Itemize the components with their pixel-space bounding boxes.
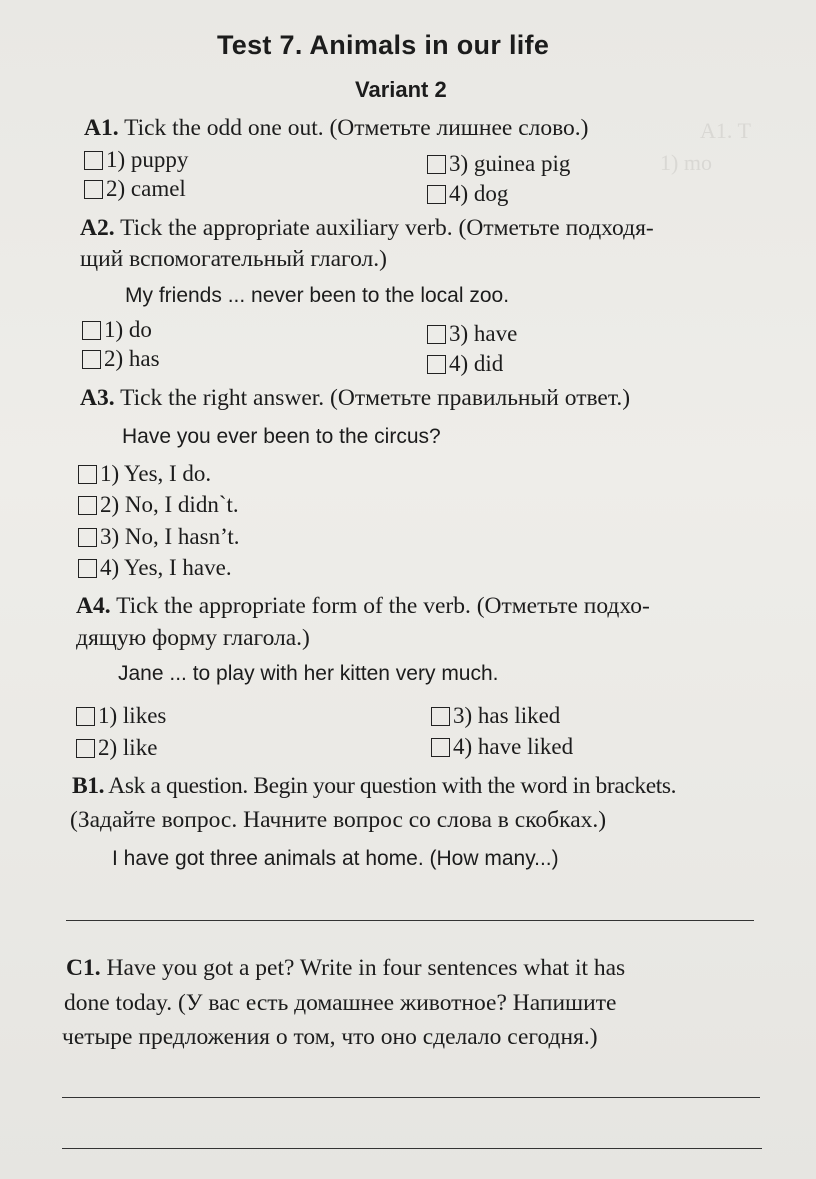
- option-label: 4) have liked: [453, 734, 574, 759]
- a1-option-3[interactable]: [427, 151, 570, 177]
- checkbox[interactable]: [78, 528, 97, 547]
- question-number: A3.: [80, 385, 115, 411]
- question-text: Tick the appropriate form of the verb. (Отметьте подхо-: [116, 593, 650, 619]
- question-a2-line2: щий вспомогательный глагол.): [80, 246, 387, 272]
- checkbox[interactable]: [84, 180, 103, 199]
- a3-option-1[interactable]: [78, 461, 211, 487]
- a2-option-2[interactable]: [82, 346, 160, 372]
- question-a1: [84, 115, 589, 142]
- question-b1: [72, 773, 676, 800]
- checkbox[interactable]: [427, 185, 446, 204]
- a2-option-3[interactable]: [427, 321, 517, 347]
- a3-example-sentence: Have you ever been to the circus?: [122, 425, 441, 448]
- a3-option-2[interactable]: [78, 492, 239, 518]
- a3-option-4[interactable]: [78, 555, 232, 581]
- a4-option-3[interactable]: [431, 703, 560, 729]
- a2-option-4[interactable]: [427, 351, 503, 377]
- question-c1-line3: четыре предложения о том, что оно сделало сегодня.): [62, 1024, 598, 1050]
- option-label: 3) have: [449, 321, 518, 346]
- checkbox[interactable]: [76, 739, 95, 758]
- question-text: Ask a question. Begin your question with the word in brackets.: [108, 773, 677, 799]
- a1-option-2[interactable]: [84, 176, 186, 202]
- a2-example-sentence: My friends ... never been to the local zoo.: [125, 284, 510, 307]
- question-number: A1.: [84, 115, 119, 141]
- question-c1-line2: done today. (У вас есть домашнее животное? Напишите: [64, 990, 617, 1016]
- page-title: Test 7. Animals in our life: [217, 30, 550, 60]
- option-label: 2) like: [98, 735, 158, 760]
- b1-answer-line[interactable]: [66, 920, 754, 921]
- question-a3: [80, 385, 630, 412]
- question-b1-line2: (Задайте вопрос. Начните вопрос со слова в скобках.): [70, 807, 607, 833]
- question-c1: [66, 955, 625, 982]
- option-label: 4) Yes, I have.: [100, 555, 232, 580]
- option-label: 2) camel: [106, 176, 186, 201]
- checkbox[interactable]: [431, 738, 450, 757]
- option-label: 4) did: [449, 351, 504, 376]
- a4-example-sentence: Jane ... to play with her kitten very much.: [118, 662, 499, 685]
- option-label: 3) has liked: [453, 703, 561, 728]
- question-number: A2.: [80, 215, 115, 241]
- a4-option-2[interactable]: [76, 735, 157, 761]
- a4-option-4[interactable]: [431, 734, 573, 760]
- option-label: 2) No, I didn`t.: [100, 492, 239, 517]
- option-label: 1) likes: [98, 703, 167, 728]
- option-label: 4) dog: [449, 181, 509, 206]
- checkbox[interactable]: [427, 325, 446, 344]
- a1-option-4[interactable]: [427, 181, 508, 207]
- a1-option-1[interactable]: [84, 147, 188, 173]
- question-text: Tick the right answer. (Отметьте правильный ответ.): [120, 385, 631, 411]
- c1-answer-line-1[interactable]: [62, 1097, 760, 1098]
- show-through-text: 1) mo: [660, 150, 712, 175]
- option-label: 1) Yes, I do.: [100, 461, 212, 486]
- question-text: Have you got a pet? Write in four sentences what it has: [106, 955, 626, 981]
- option-label: 3) guinea pig: [449, 151, 571, 176]
- question-text: Tick the odd one out. (Отметьте лишнее слово.): [124, 115, 589, 141]
- a2-option-1[interactable]: [82, 317, 152, 343]
- c1-answer-line-2[interactable]: [62, 1148, 762, 1149]
- checkbox[interactable]: [76, 707, 95, 726]
- show-through-text: A1. T: [700, 118, 751, 143]
- checkbox[interactable]: [78, 496, 97, 515]
- option-label: 1) puppy: [106, 147, 189, 172]
- checkbox[interactable]: [78, 559, 97, 578]
- checkbox[interactable]: [431, 707, 450, 726]
- b1-example-sentence: I have got three animals at home. (How many...): [112, 847, 559, 870]
- question-a4-line2: дящую форму глагола.): [76, 625, 310, 651]
- question-text: Tick the appropriate auxiliary verb. (Отметьте подходя-: [120, 215, 654, 241]
- question-number: C1.: [66, 955, 101, 981]
- question-number: A4.: [76, 593, 111, 619]
- checkbox[interactable]: [427, 355, 446, 374]
- question-a2: [80, 215, 654, 242]
- checkbox[interactable]: [84, 151, 103, 170]
- checkbox[interactable]: [82, 321, 101, 340]
- question-a4: [76, 593, 650, 620]
- checkbox[interactable]: [427, 155, 446, 174]
- checkbox[interactable]: [82, 350, 101, 369]
- option-label: 3) No, I hasn’t.: [100, 524, 240, 549]
- option-label: 1) do: [104, 317, 152, 342]
- a3-option-3[interactable]: [78, 524, 239, 550]
- checkbox[interactable]: [78, 465, 97, 484]
- variant-label: Variant 2: [355, 77, 447, 102]
- question-number: B1.: [72, 773, 105, 799]
- a4-option-1[interactable]: [76, 703, 166, 729]
- option-label: 2) has: [104, 346, 160, 371]
